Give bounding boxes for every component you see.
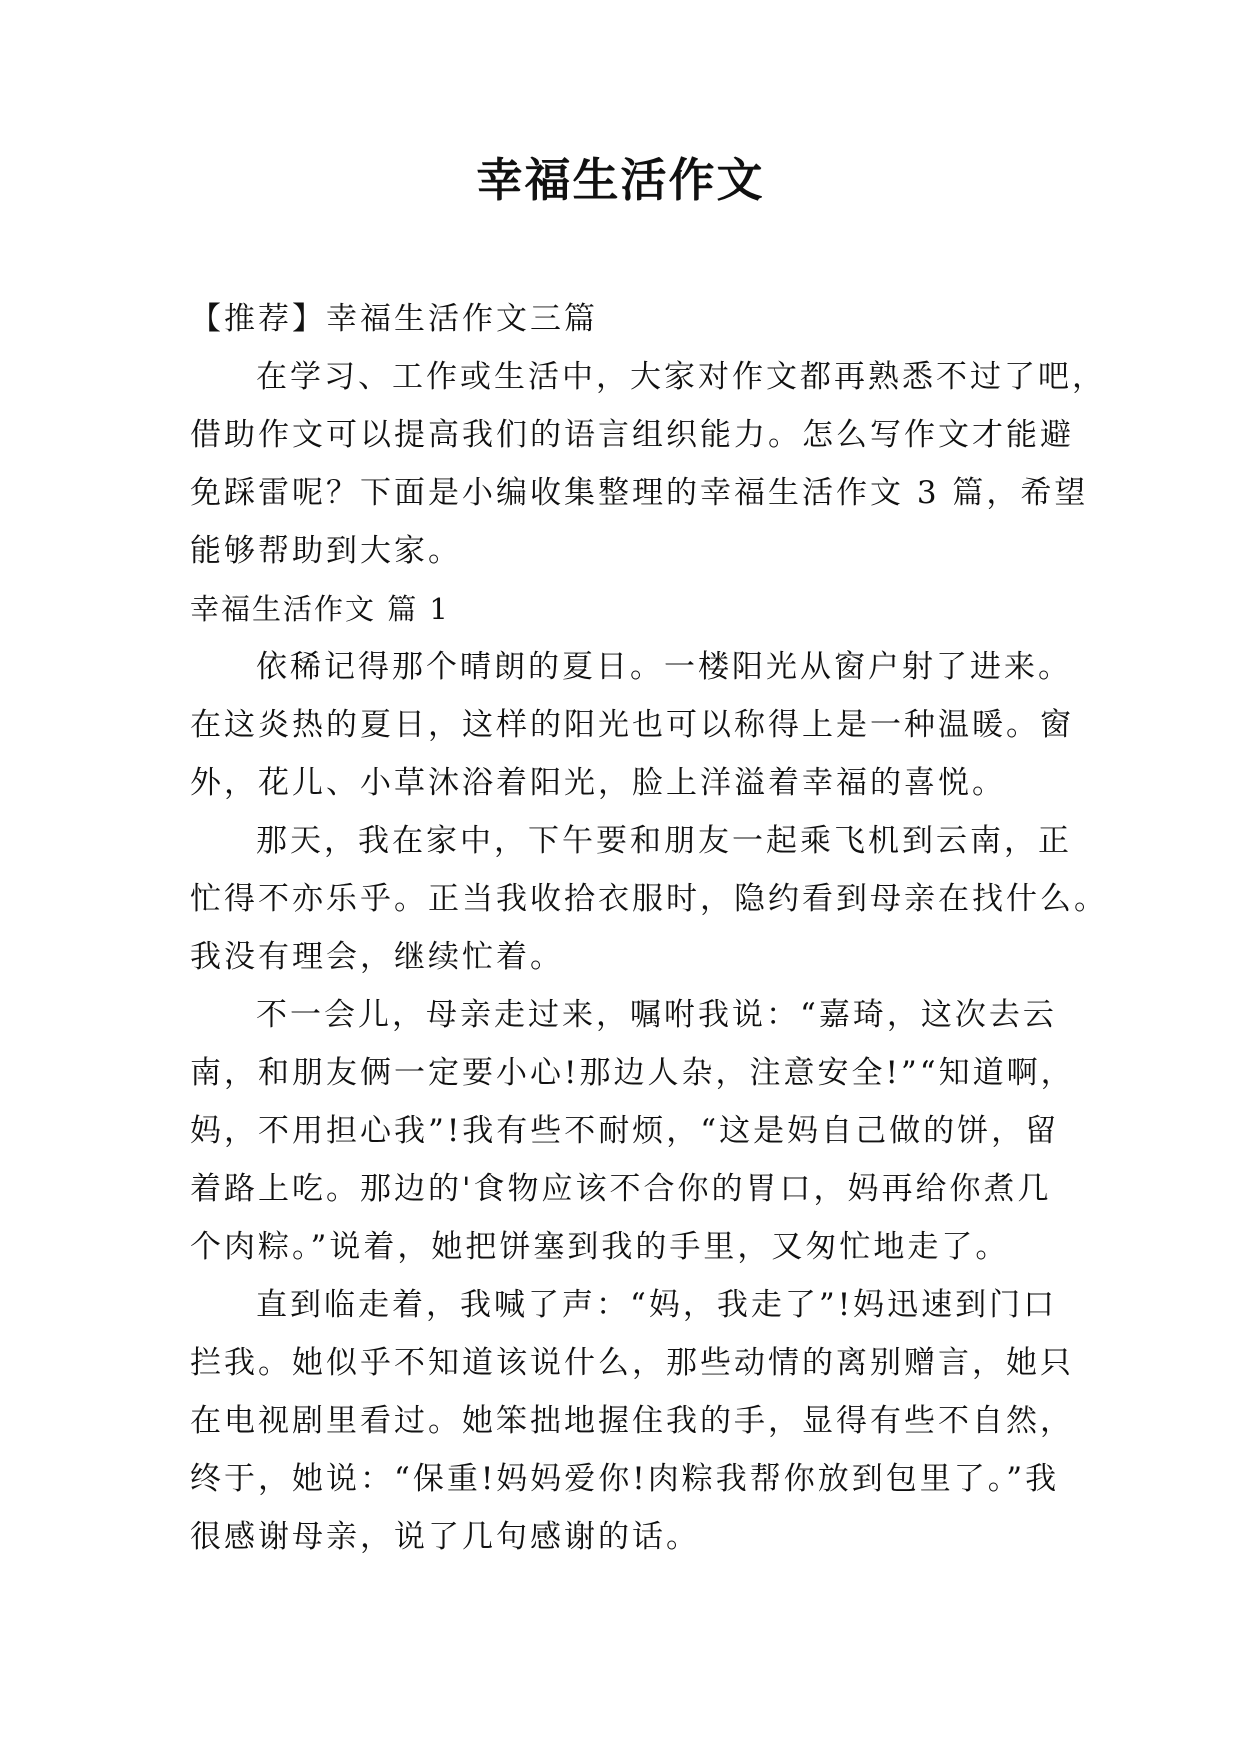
text-line: 妈，不用担心我”!我有些不耐烦，“这是妈自己做的饼，留 <box>190 1113 1060 1149</box>
text-line: 很感谢母亲，说了几句感谢的话。 <box>190 1519 700 1555</box>
text-line: 拦我。她似乎不知道该说什么，那些动情的离别赠言，她只 <box>190 1345 1074 1381</box>
text-line: 直到临走着，我喊了声：“妈，我走了”!妈迅速到门口 <box>256 1287 1058 1323</box>
text-line: 不一会儿，母亲走过来，嘱咐我说：“嘉琦，这次去云 <box>256 997 1057 1033</box>
text-line: 那天，我在家中，下午要和朋友一起乘飞机到云南，正 <box>256 823 1072 859</box>
document-body <box>190 290 1108 1566</box>
text-line: 终于，她说：“保重!妈妈爱你!肉粽我帮你放到包里了。”我 <box>190 1461 1060 1497</box>
text-line: 外，花儿、小草沐浴着阳光，脸上洋溢着幸福的喜悦。 <box>190 765 1006 801</box>
text-line: 南，和朋友俩一定要小心!那边人杂，注意安全!”“知道啊， <box>190 1055 1075 1091</box>
text-line: 我没有理会，继续忙着。 <box>190 939 564 975</box>
text-line: 忙得不亦乐乎。正当我收拾衣服时，隐约看到母亲在找什么。 <box>190 881 1108 917</box>
text-line: 在学习、工作或生活中，大家对作文都再熟悉不过了吧， <box>256 359 1106 395</box>
section-heading: 幸福生活作文 篇 1 <box>190 592 450 626</box>
text-line: 在电视剧里看过。她笨拙地握住我的手，显得有些不自然， <box>190 1403 1074 1439</box>
text-line: 依稀记得那个晴朗的夏日。一楼阳光从窗户射了进来。 <box>256 649 1072 685</box>
text-line: 着路上吃。那边的'食物应该不合你的胃口，妈再给你煮几 <box>190 1171 1052 1207</box>
text-line: 个肉粽。”说着，她把饼塞到我的手里，又匆忙地走了。 <box>190 1229 1010 1265</box>
page-title: 幸福生活作文 <box>476 153 765 207</box>
text-line: 借助作文可以提高我们的语言组织能力。怎么写作文才能避 <box>190 417 1074 453</box>
text-line: 能够帮助到大家。 <box>190 533 462 569</box>
text-line: 【推荐】幸福生活作文三篇 <box>190 301 598 337</box>
text-line: 免踩雷呢？下面是小编收集整理的幸福生活作文 3 篇，希望 <box>190 475 1089 511</box>
text-line: 在这炎热的夏日，这样的阳光也可以称得上是一种温暖。窗 <box>190 707 1074 743</box>
